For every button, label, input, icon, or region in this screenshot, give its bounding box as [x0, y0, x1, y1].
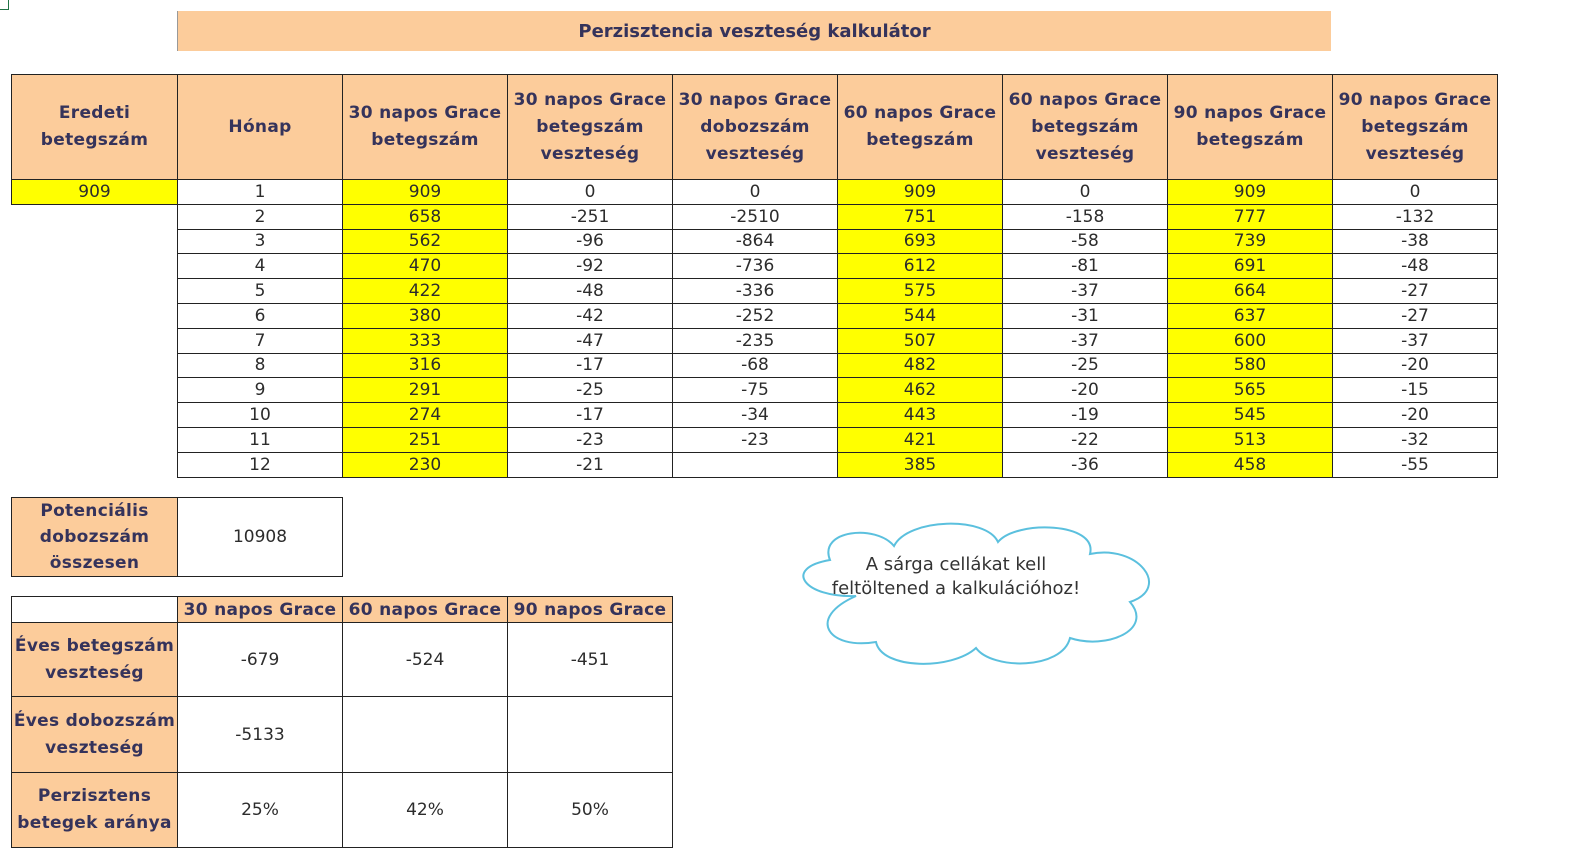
cell-g60-betegszam-veszteseg[interactable]: -37 — [1003, 279, 1168, 304]
cell-g90-betegszam-veszteseg[interactable]: -38 — [1333, 229, 1498, 254]
cell-g60-betegszam[interactable]: 575 — [838, 279, 1003, 304]
summary-row — [12, 623, 673, 697]
potential-value[interactable]: 10908 — [178, 498, 343, 577]
cell-g60-betegszam-veszteseg[interactable]: -22 — [1003, 427, 1168, 452]
summary-value-g30[interactable]: 25% — [178, 773, 343, 848]
cell-g90-betegszam[interactable]: 664 — [1168, 279, 1333, 304]
cell-g30-dobozszam-veszteseg[interactable]: -252 — [673, 303, 838, 328]
cell-g90-betegszam-veszteseg[interactable]: -48 — [1333, 254, 1498, 279]
cell-g30-dobozszam-veszteseg[interactable]: -75 — [673, 378, 838, 403]
header-g90-betegszam-veszteseg: 90 napos Grace betegszám veszteség — [1333, 75, 1498, 180]
cell-g60-betegszam[interactable]: 544 — [838, 303, 1003, 328]
cell-g30-betegszam-veszteseg[interactable]: -17 — [508, 403, 673, 428]
cell-g30-betegszam[interactable]: 422 — [343, 279, 508, 304]
cell-g60-betegszam[interactable]: 443 — [838, 403, 1003, 428]
cell-honap[interactable]: 6 — [178, 303, 343, 328]
cell-g90-betegszam-veszteseg[interactable]: -27 — [1333, 279, 1498, 304]
cell-honap[interactable]: 5 — [178, 279, 343, 304]
cell-g60-betegszam-veszteseg[interactable]: -31 — [1003, 303, 1168, 328]
cell-g30-betegszam-veszteseg[interactable]: -47 — [508, 328, 673, 353]
cell-g60-betegszam[interactable]: 693 — [838, 229, 1003, 254]
header-honap: Hónap — [178, 75, 343, 180]
cell-g30-dobozszam-veszteseg[interactable]: -736 — [673, 254, 838, 279]
cell-g30-betegszam[interactable]: 316 — [343, 353, 508, 378]
cell-g90-betegszam[interactable]: 909 — [1168, 180, 1333, 205]
cell-g30-dobozszam-veszteseg[interactable]: -235 — [673, 328, 838, 353]
empty-cell — [12, 303, 178, 328]
cell-g60-betegszam-veszteseg[interactable]: -158 — [1003, 204, 1168, 229]
table-row — [12, 254, 1498, 279]
cell-g90-betegszam[interactable]: 739 — [1168, 229, 1333, 254]
cell-g30-betegszam-veszteseg[interactable]: -17 — [508, 353, 673, 378]
page-title: Perzisztencia veszteség kalkulátor — [177, 11, 1331, 51]
cell-g30-betegszam-veszteseg[interactable]: -96 — [508, 229, 673, 254]
cell-g60-betegszam[interactable]: 482 — [838, 353, 1003, 378]
summary-header-g90: 90 napos Grace — [508, 597, 673, 623]
summary-row — [12, 773, 673, 848]
empty-cell — [12, 279, 178, 304]
cell-g90-betegszam[interactable]: 545 — [1168, 403, 1333, 428]
cell-g30-betegszam[interactable]: 230 — [343, 452, 508, 477]
cell-g30-dobozszam-veszteseg[interactable]: -864 — [673, 229, 838, 254]
table-row — [12, 229, 1498, 254]
summary-value-g30[interactable]: -679 — [178, 623, 343, 697]
cell-g60-betegszam-veszteseg[interactable]: -19 — [1003, 403, 1168, 428]
cell-g90-betegszam-veszteseg[interactable]: -20 — [1333, 353, 1498, 378]
cell-g90-betegszam[interactable]: 580 — [1168, 353, 1333, 378]
cell-honap[interactable]: 9 — [178, 378, 343, 403]
cell-g90-betegszam[interactable]: 565 — [1168, 378, 1333, 403]
cell-g60-betegszam-veszteseg[interactable]: -36 — [1003, 452, 1168, 477]
cell-g30-betegszam[interactable]: 909 — [343, 180, 508, 205]
empty-cell — [12, 254, 178, 279]
header-g60-betegszam-veszteseg: 60 napos Grace betegszám veszteség — [1003, 75, 1168, 180]
cell-g30-betegszam[interactable]: 251 — [343, 427, 508, 452]
cell-honap[interactable]: 8 — [178, 353, 343, 378]
empty-cell — [12, 378, 178, 403]
table-row — [12, 427, 1498, 452]
header-g90-betegszam: 90 napos Grace betegszám — [1168, 75, 1333, 180]
cell-g60-betegszam-veszteseg[interactable]: -37 — [1003, 328, 1168, 353]
header-g30-betegszam: 30 napos Grace betegszám — [343, 75, 508, 180]
cell-g60-betegszam[interactable]: 909 — [838, 180, 1003, 205]
cell-g90-betegszam-veszteseg[interactable]: -27 — [1333, 303, 1498, 328]
summary-corner-cell[interactable] — [12, 597, 178, 623]
summary-row-label: Perzisztens betegek aránya — [12, 773, 178, 848]
cell-honap[interactable]: 1 — [178, 180, 343, 205]
cell-g30-betegszam-veszteseg[interactable]: -21 — [508, 452, 673, 477]
summary-value-g90[interactable] — [508, 697, 673, 773]
cell-g30-betegszam[interactable]: 562 — [343, 229, 508, 254]
summary-row — [12, 697, 673, 773]
cell-g30-betegszam[interactable]: 333 — [343, 328, 508, 353]
cell-g30-betegszam-veszteseg[interactable]: -25 — [508, 378, 673, 403]
cell-g30-betegszam[interactable]: 658 — [343, 204, 508, 229]
table-row — [12, 378, 1498, 403]
cell-g90-betegszam[interactable]: 691 — [1168, 254, 1333, 279]
summary-table — [11, 596, 673, 848]
cell-g90-betegszam[interactable]: 637 — [1168, 303, 1333, 328]
cell-g90-betegszam[interactable]: 513 — [1168, 427, 1333, 452]
cell-honap[interactable]: 3 — [178, 229, 343, 254]
cell-g60-betegszam[interactable]: 612 — [838, 254, 1003, 279]
table-row — [12, 353, 1498, 378]
table-row — [12, 204, 1498, 229]
cell-g30-dobozszam-veszteseg[interactable]: 0 — [673, 180, 838, 205]
cell-g90-betegszam-veszteseg[interactable]: -32 — [1333, 427, 1498, 452]
eredeti-betegszam-value[interactable]: 909 — [12, 180, 178, 205]
empty-cell — [12, 353, 178, 378]
cell-g60-betegszam-veszteseg[interactable]: -20 — [1003, 378, 1168, 403]
cell-g90-betegszam[interactable]: 458 — [1168, 452, 1333, 477]
cell-g90-betegszam-veszteseg[interactable]: 0 — [1333, 180, 1498, 205]
cell-g60-betegszam[interactable]: 751 — [838, 204, 1003, 229]
summary-value-g60[interactable]: 42% — [343, 773, 508, 848]
header-g60-betegszam: 60 napos Grace betegszám — [838, 75, 1003, 180]
table-row — [12, 328, 1498, 353]
main-table — [11, 74, 1498, 478]
cell-honap[interactable]: 7 — [178, 328, 343, 353]
empty-cell — [12, 452, 178, 477]
cell-g90-betegszam-veszteseg[interactable]: -55 — [1333, 452, 1498, 477]
empty-cell — [12, 328, 178, 353]
cell-g30-betegszam-veszteseg[interactable]: -251 — [508, 204, 673, 229]
table-row — [12, 403, 1498, 428]
note-text: A sárga cellákat kell feltöltened a kalkulációhoz! — [831, 554, 1081, 599]
cell-g30-dobozszam-veszteseg[interactable]: -2510 — [673, 204, 838, 229]
header-g30-dobozszam-veszteseg: 30 napos Grace dobozszám veszteség — [673, 75, 838, 180]
table-row — [12, 279, 1498, 304]
summary-value-g60[interactable] — [343, 697, 508, 773]
table-row — [12, 452, 1498, 477]
cell-g90-betegszam-veszteseg[interactable]: -37 — [1333, 328, 1498, 353]
header-eredeti: Eredeti betegszám — [12, 75, 178, 180]
cell-g60-betegszam[interactable]: 462 — [838, 378, 1003, 403]
cell-g90-betegszam-veszteseg[interactable]: -20 — [1333, 403, 1498, 428]
cell-g30-betegszam[interactable]: 380 — [343, 303, 508, 328]
cell-g60-betegszam-veszteseg[interactable]: -58 — [1003, 229, 1168, 254]
potential-label: Potenciális dobozszám összesen — [12, 498, 178, 577]
summary-value-g90[interactable]: 50% — [508, 773, 673, 848]
summary-header-row — [12, 597, 673, 623]
cell-g90-betegszam-veszteseg[interactable]: -15 — [1333, 378, 1498, 403]
summary-row-label: Éves dobozszám veszteség — [12, 697, 178, 773]
empty-cell — [12, 427, 178, 452]
table-row — [12, 303, 1498, 328]
summary-value-g90[interactable]: -451 — [508, 623, 673, 697]
cell-g60-betegszam[interactable]: 507 — [838, 328, 1003, 353]
empty-cell — [12, 204, 178, 229]
cell-g60-betegszam[interactable]: 421 — [838, 427, 1003, 452]
header-row — [12, 75, 1498, 180]
cell-g60-betegszam-veszteseg[interactable]: -81 — [1003, 254, 1168, 279]
table-row — [12, 180, 1498, 205]
cell-g60-betegszam-veszteseg[interactable]: -25 — [1003, 353, 1168, 378]
cell-honap[interactable]: 4 — [178, 254, 343, 279]
cell-g30-dobozszam-veszteseg[interactable]: -23 — [673, 427, 838, 452]
cell-honap[interactable]: 10 — [178, 403, 343, 428]
cell-g30-betegszam-veszteseg[interactable]: -42 — [508, 303, 673, 328]
cell-g60-betegszam[interactable]: 385 — [838, 452, 1003, 477]
cell-g30-betegszam-veszteseg[interactable]: 0 — [508, 180, 673, 205]
empty-cell — [12, 403, 178, 428]
summary-row-label: Éves betegszám veszteség — [12, 623, 178, 697]
empty-cell — [12, 229, 178, 254]
cell-g30-dobozszam-veszteseg[interactable] — [673, 452, 838, 477]
potential-table — [11, 497, 343, 577]
cell-g30-dobozszam-veszteseg[interactable]: -336 — [673, 279, 838, 304]
summary-value-g60[interactable]: -524 — [343, 623, 508, 697]
cell-selection-corner — [0, 0, 9, 10]
cell-g60-betegszam-veszteseg[interactable]: 0 — [1003, 180, 1168, 205]
cell-g30-dobozszam-veszteseg[interactable]: -68 — [673, 353, 838, 378]
cell-g30-betegszam[interactable]: 291 — [343, 378, 508, 403]
summary-header-g60: 60 napos Grace — [343, 597, 508, 623]
cell-g30-betegszam[interactable]: 470 — [343, 254, 508, 279]
summary-header-g30: 30 napos Grace — [178, 597, 343, 623]
summary-value-g30[interactable]: -5133 — [178, 697, 343, 773]
cell-honap[interactable]: 11 — [178, 427, 343, 452]
cell-g30-dobozszam-veszteseg[interactable]: -34 — [673, 403, 838, 428]
cell-g90-betegszam-veszteseg[interactable]: -132 — [1333, 204, 1498, 229]
cell-g30-betegszam[interactable]: 274 — [343, 403, 508, 428]
cell-g30-betegszam-veszteseg[interactable]: -48 — [508, 279, 673, 304]
cell-honap[interactable]: 12 — [178, 452, 343, 477]
header-g30-betegszam-veszteseg: 30 napos Grace betegszám veszteség — [508, 75, 673, 180]
cell-g30-betegszam-veszteseg[interactable]: -92 — [508, 254, 673, 279]
cell-g30-betegszam-veszteseg[interactable]: -23 — [508, 427, 673, 452]
cell-honap[interactable]: 2 — [178, 204, 343, 229]
cell-g90-betegszam[interactable]: 600 — [1168, 328, 1333, 353]
cell-g90-betegszam[interactable]: 777 — [1168, 204, 1333, 229]
